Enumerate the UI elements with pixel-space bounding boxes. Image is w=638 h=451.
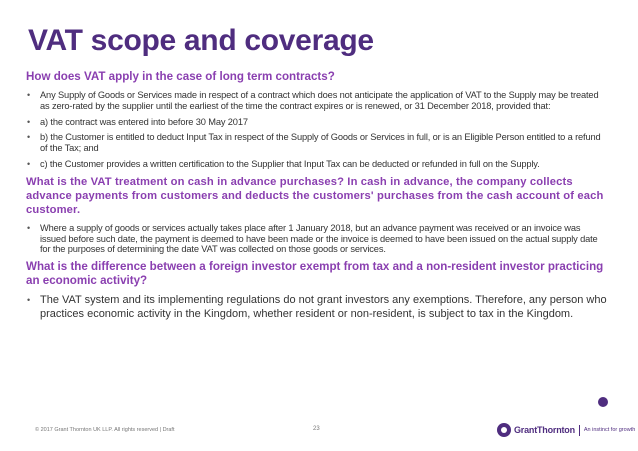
list-item: • b) the Customer is entitled to deduct Input Tax in respect of the Supply of Goods or Services in full, or is an Eligible Person entitled to a refund of the Tax; and bbox=[26, 132, 608, 154]
brand-tagline: An instinct for growth bbox=[583, 427, 636, 433]
decorative-dot bbox=[598, 397, 608, 407]
brand-divider bbox=[579, 425, 580, 436]
bullet-list-long-term-contracts bbox=[26, 90, 608, 170]
question-foreign-investor: What is the difference between a foreign investor exempt from tax and a non-resident investor practicing an economic activity? bbox=[26, 260, 604, 288]
list-item: • Any Supply of Goods or Services made in respect of a contract which does not anticipate the application of VAT to the Supply may be treated as zero-rated by the supplier until the earliest of the time the contract expires or is renewed, or 31 December 2018, provided that: bbox=[26, 90, 608, 112]
brand-logo bbox=[497, 419, 635, 441]
page-title: VAT scope and coverage bbox=[28, 24, 374, 57]
question-long-term-contracts: How does VAT apply in the case of long term contracts? bbox=[26, 70, 335, 83]
bullet-list-foreign-investor bbox=[26, 294, 608, 321]
bullet-list-cash-in-advance bbox=[26, 223, 608, 255]
list-item: • The VAT system and its implementing regulations do not grant investors any exemptions. Therefore, any person who practices economic activity in the Kingdom, whether resident or non-resident, is subject to tax in the Kingdom. bbox=[26, 294, 608, 321]
list-item: • a) the contract was entered into before 30 May 2017 bbox=[26, 117, 608, 128]
list-item: • Where a supply of goods or services actually takes place after 1 January 2018, but an advance payment was received or an invoice was issued before such date, the payment is deemed to have been made or the invoice is deemed to have been issued on the actual supply date for the purposes of determining the date VAT was collected on those goods or services. bbox=[26, 223, 608, 255]
copyright-notice: © 2017 Grant Thornton UK LLP. All rights reserved | Draft bbox=[35, 427, 175, 433]
grant-thornton-logo-icon bbox=[497, 423, 511, 437]
question-cash-in-advance: What is the VAT treatment on cash in advance purchases? In cash in advance, the company collects advance payments from customers and deducts the customers' purchases from the cash account of each customer. bbox=[26, 175, 604, 216]
page-number: 23 bbox=[313, 426, 320, 432]
list-item: • c) the Customer provides a written certification to the Supplier that Input Tax can be deducted or refunded in full on the Supply. bbox=[26, 159, 608, 170]
slide-content bbox=[26, 70, 608, 326]
brand-name: GrantThornton bbox=[514, 425, 575, 435]
